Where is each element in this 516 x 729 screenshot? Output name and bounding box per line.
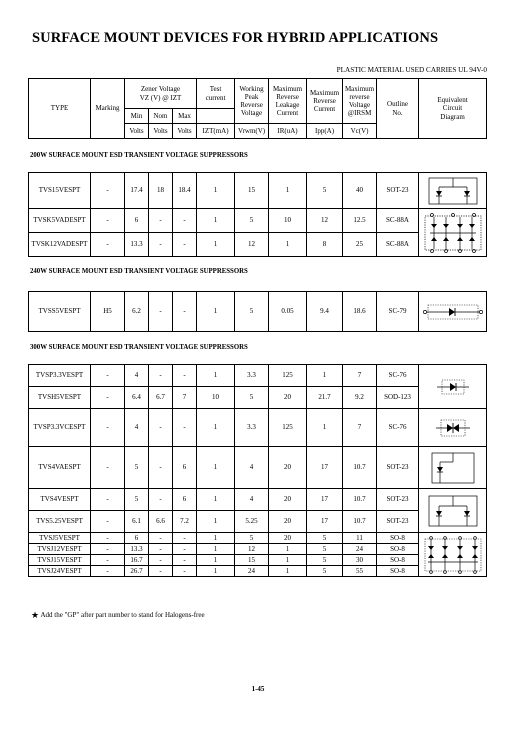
footnote-text: Add the "GP" after part number to stand for Halogens-free (40, 611, 205, 619)
table-row: TVSJ24VESPT - 26.7 - - 1 24 1 5 55 SO-8 (29, 566, 487, 577)
unit-volts: Volts (149, 124, 173, 139)
unit-volts: Volts (173, 124, 197, 139)
header-working-voltage: Working Peak Reverse Voltage (235, 79, 269, 124)
circuit-diagram (419, 409, 487, 447)
spec-table-header (28, 78, 487, 139)
sc79-tvs-icon (422, 302, 484, 322)
unit-vc: Vc(V) (343, 124, 377, 139)
header-leakage: Maximum Reverse Leakage Current (269, 79, 307, 124)
plastic-material-note: PLASTIC MATERIAL USED CARRIES UL 94V-0 (336, 66, 487, 74)
circuit-diagram (419, 173, 487, 209)
sot23-dual-tvs-icon (425, 493, 481, 529)
circuit-diagram (419, 292, 487, 332)
table-row: TVSK12VADESPT - 13.3 - - 1 12 1 8 25 SC-88A (29, 233, 487, 257)
table-row: TVS4VESPT - 5 - 6 1 4 20 17 10.7 SOT-23 (29, 489, 487, 511)
table-row: TVSJ5VESPT - 6 - - 1 5 20 5 11 SO-8 (29, 533, 487, 544)
unit-izt: IZT(mA) (197, 124, 235, 139)
section-title-200w: 200W SURFACE MOUNT ESD TRANSIENT VOLTAGE SUPPRESSORS (30, 152, 248, 159)
table-240w (28, 291, 487, 332)
table-row: TVSJ15VESPT - 16.7 - - 1 15 1 5 30 SO-8 (29, 555, 487, 566)
unit-ipp: Ipp(A) (307, 124, 343, 139)
header-max-reverse-voltage: Maximum reverse Voltage @IRSM (343, 79, 377, 124)
circuit-diagram (419, 489, 487, 533)
circuit-diagram (419, 365, 487, 409)
header-type: TYPE (29, 79, 91, 139)
section-title-240w: 240W SURFACE MOUNT ESD TRANSIENT VOLTAGE SUPPRESSORS (30, 268, 248, 275)
sot23-dual-tvs-icon (425, 175, 481, 207)
table-row: TVSP3.3VCESPT - 4 - - 1 3.3 125 1 7 SC-76 (29, 409, 487, 447)
table-row: TVS15VESPT - 17.4 18 18.4 1 15 1 5 40 SOT-23 (29, 173, 487, 209)
table-row: TVS4VAESPT - 5 - 6 1 4 20 17 10.7 SOT-23 (29, 447, 487, 489)
star-icon: ★ (31, 610, 40, 620)
table-row: TVS5.25VESPT - 6.1 6.6 7.2 1 5.25 20 17 10.7 SOT-23 (29, 511, 487, 533)
unit-vrwm: Vrwm(V) (235, 124, 269, 139)
table-row: TVSK5VADESPT - 6 - - 1 5 10 12 12.5 SC-88A (29, 209, 487, 233)
table-300w (28, 364, 487, 577)
unit-volts: Volts (125, 124, 149, 139)
sc88a-quad-tvs-icon (422, 211, 484, 255)
table-row: TVSP3.3VESPT - 4 - - 1 3.3 125 1 7 SC-76 (29, 365, 487, 387)
unit-ir: IR(uA) (269, 124, 307, 139)
table-200w (28, 172, 487, 257)
header-min: Min (125, 109, 149, 124)
single-tvs-icon (433, 377, 473, 397)
circuit-diagram (419, 533, 487, 577)
sot23-tvs-icon (428, 450, 478, 486)
page-number: 1-45 (251, 685, 265, 693)
header-max-reverse-current: Maximum Reverse Current (307, 79, 343, 124)
table-row: TVSJ12VESPT - 13.3 - - 1 12 1 5 24 SO-8 (29, 544, 487, 555)
circuit-diagram (419, 209, 487, 257)
bidirectional-tvs-icon (433, 417, 473, 439)
footnote (31, 610, 205, 621)
header-zener: Zener Voltage VZ (V) @ IZT (125, 79, 197, 109)
table-row: TVSS5VESPT H5 6.2 - - 1 5 0.05 9.4 18.6 SC-79 (29, 292, 487, 332)
page-title: SURFACE MOUNT DEVICES FOR HYBRID APPLICATIONS (32, 30, 439, 46)
header-test-current: Test current (197, 79, 235, 109)
so8-quad-tvs-icon (422, 534, 484, 576)
header-equivalent-circuit: Equivalent Circuit Diagram (419, 79, 487, 139)
section-title-300w: 300W SURFACE MOUNT ESD TRANSIENT VOLTAGE SUPPRESSORS (30, 344, 248, 351)
header-max: Max (173, 109, 197, 124)
circuit-diagram (419, 447, 487, 489)
table-row: TVSH5VESPT - 6.4 6.7 7 10 5 20 21.7 9.2 SOD-123 (29, 387, 487, 409)
header-marking: Marking (91, 79, 125, 139)
header-nom: Nom (149, 109, 173, 124)
header-outline: Outline No. (377, 79, 419, 139)
